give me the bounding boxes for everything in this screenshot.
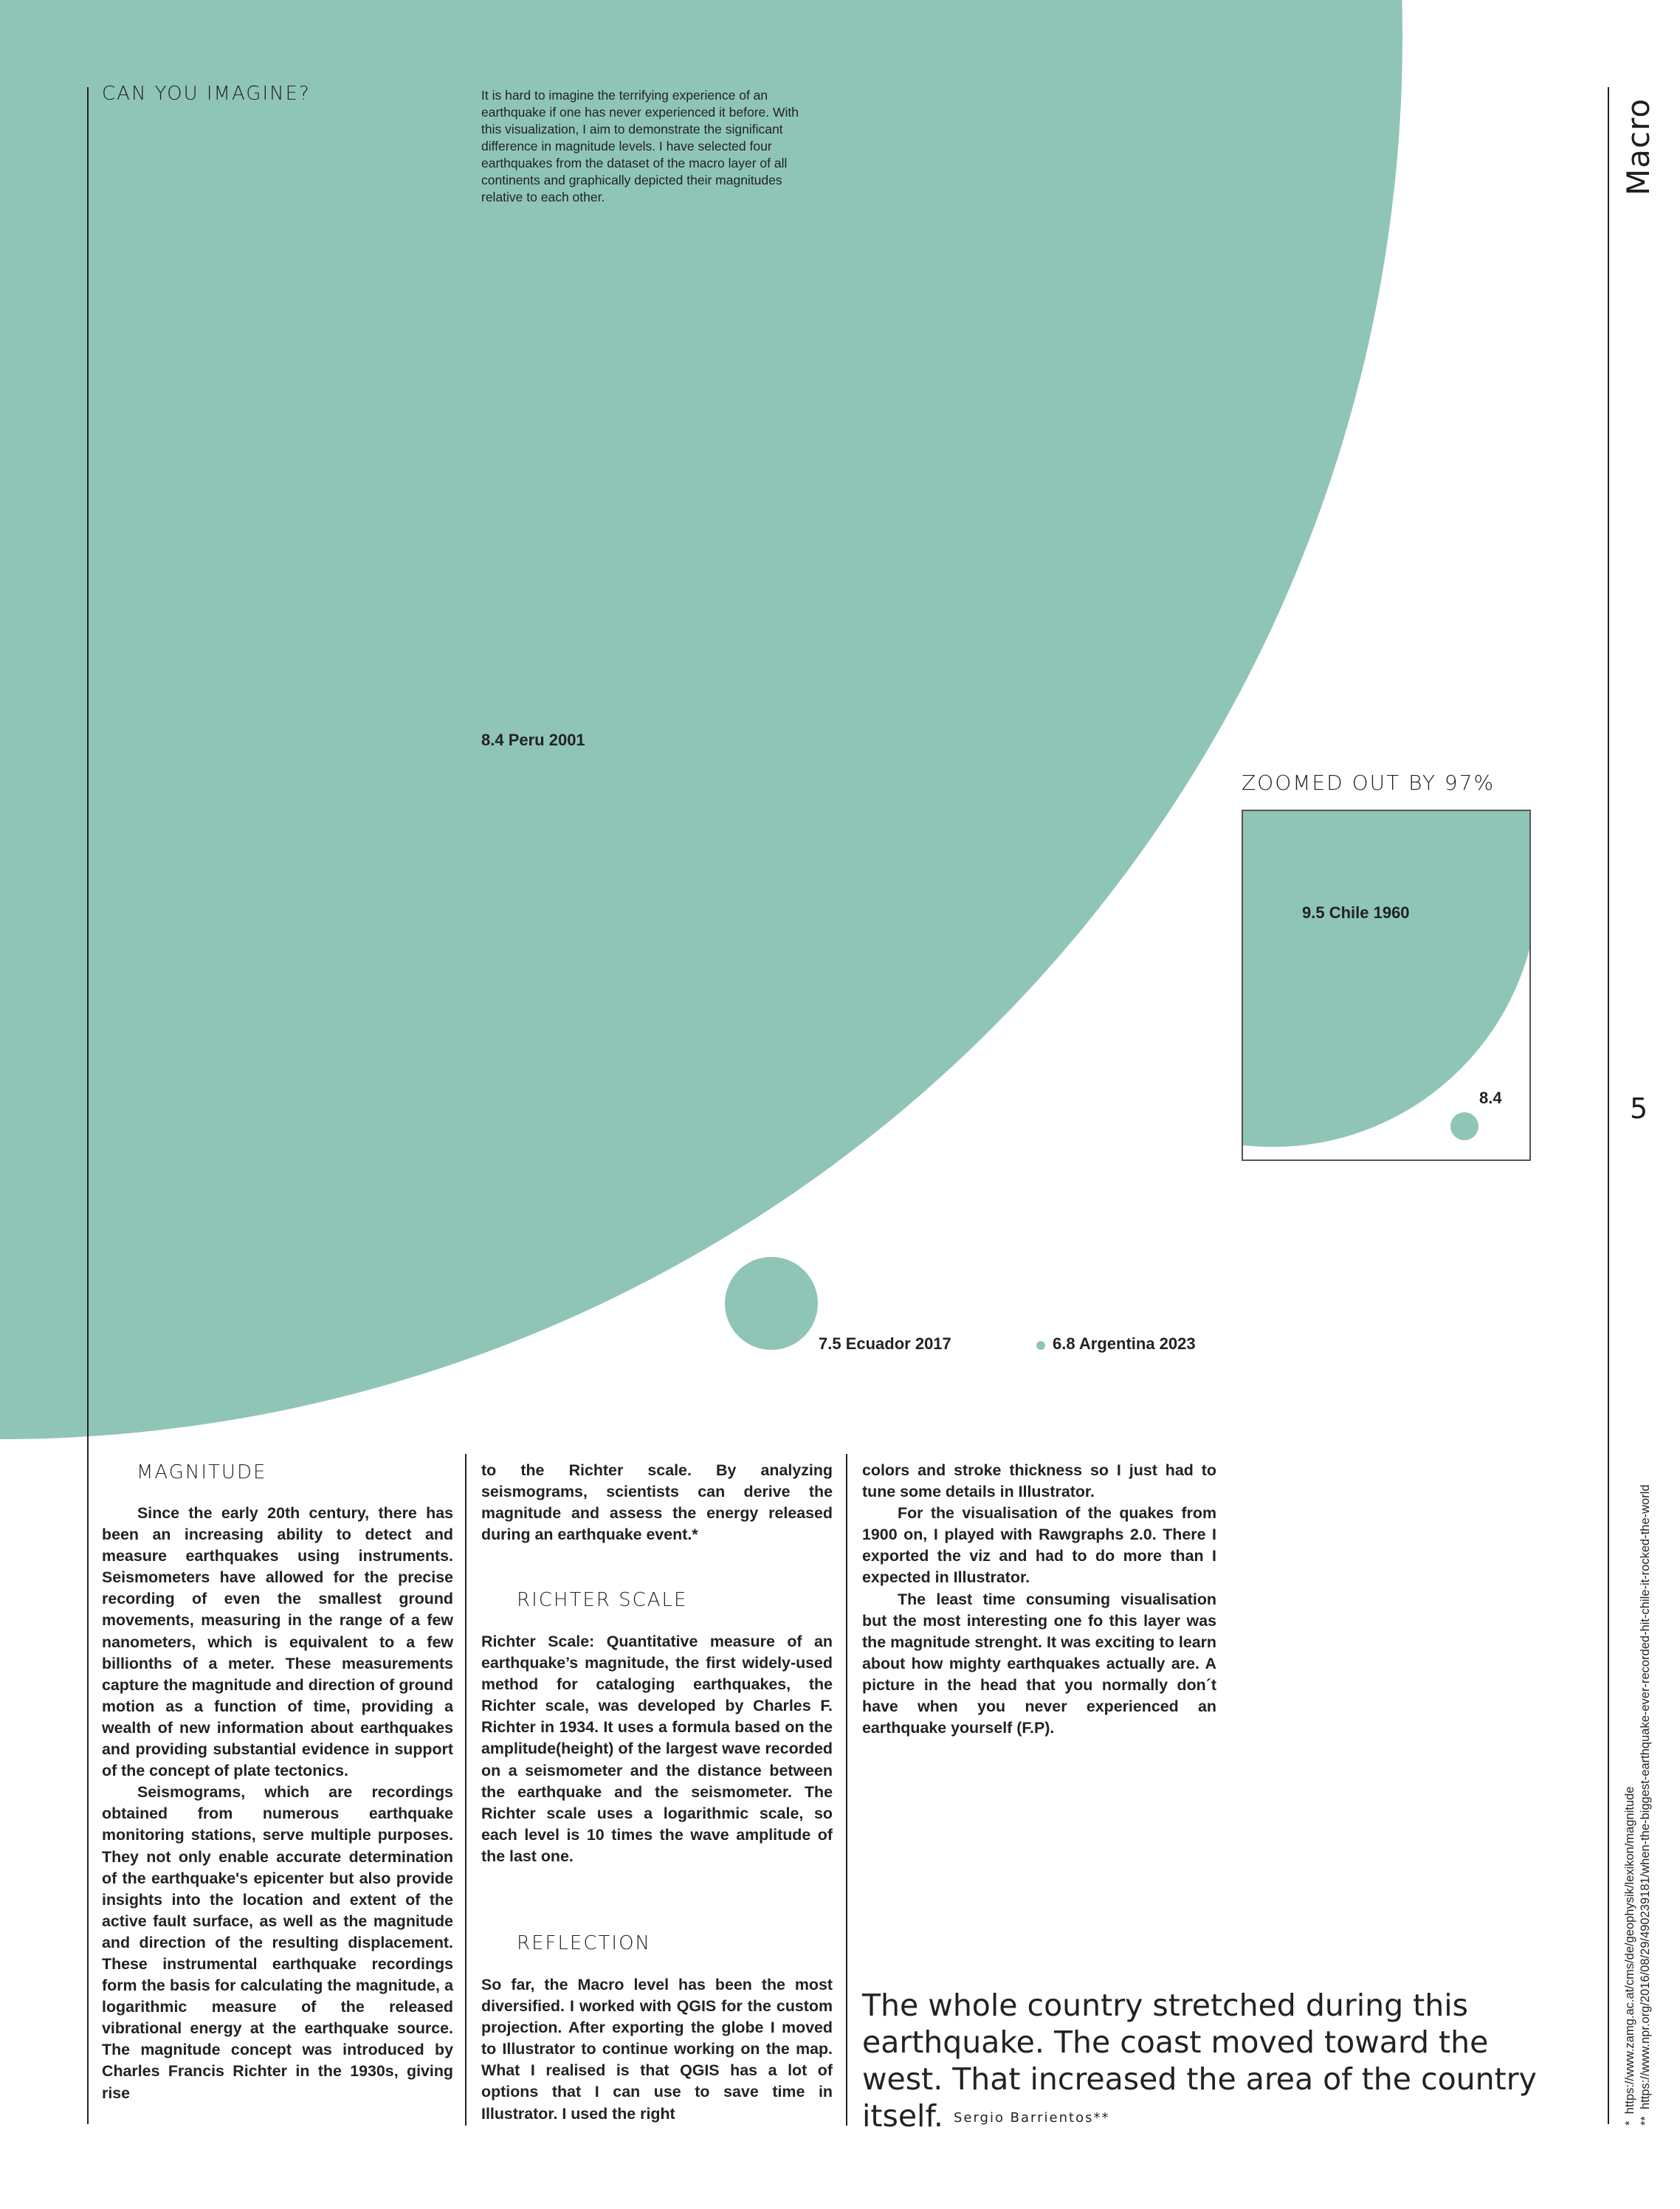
footnote-link-2[interactable]: https://www.npr.org/2016/08/29/490239181/when-the-biggest-earthquake-ever-recorded-hit-chile-it-rocked-the-world — [1639, 1484, 1652, 2109]
richter-column — [481, 1631, 833, 1867]
zoom-inset — [1242, 810, 1531, 1161]
left-rule — [87, 87, 89, 2124]
richter-heading: RICHTER SCALE — [517, 1589, 688, 1611]
argentina-magnitude-circle — [1036, 1341, 1045, 1350]
intro-text: It is hard to imagine the terrifying experience of an earthquake if one has never experienced it before. With this visualization, I aim to demonstrate the significant difference in magnitude levels. I have selected four earthquakes from the dataset of the macro layer of all continents and graphically depicted their magnitudes relative to each other. — [481, 88, 799, 204]
column-divider-1 — [465, 1454, 467, 2126]
footnote-marker-1: * — [1623, 2120, 1636, 2126]
argentina-label: 6.8 Argentina 2023 — [1053, 1334, 1196, 1353]
richter-intro-paragraph: to the Richter scale. By analyzing seismograms, scientists can derive the magnitude and assess the energy released during an earthquake event.* — [481, 1461, 833, 1544]
reflection-column — [481, 1974, 833, 2125]
reflection-heading: REFLECTION — [517, 1932, 651, 1954]
quote-text: The whole country stretched during this earthquake. The coast moved toward the west. That increased the area of the country itself. — [862, 1988, 1537, 2134]
ecuador-magnitude-circle — [725, 1257, 818, 1350]
footnote-link-1[interactable]: https://www.zamg.ac.at/cms/de/geophysik/lexikon/magnitude — [1623, 1786, 1636, 2115]
footnote-marker-2: ** — [1639, 2116, 1652, 2126]
column-divider-2 — [846, 1454, 847, 2126]
page-title: CAN YOU IMAGINE? — [102, 83, 311, 105]
reflection-paragraph-4: The least time consuming visualisation but the most interesting one fo this layer was the magnitude strenght. It was exciting to learn about how mighty earthquakes actually are. A picture in the head that you normally don´t have when you never experienced an earthquake yourself (F.P). — [862, 1590, 1216, 1737]
reflection-paragraph-3: For the visualisation of the quakes from 1900 on, I played with Rawgraphs 2.0. There I exported the viz and had to do more than I expected in Illustrator. — [862, 1504, 1216, 1587]
peru-label: 8.4 Peru 2001 — [481, 731, 585, 749]
reflection-paragraph: So far, the Macro level has been the most diversified. I worked with QGIS for the custom projection. After exporting the globe I moved to Illustrator to continue working on the map. What I realised is that QGIS has a lot of options that I can use to save time in Illustrator. I used the right — [481, 1976, 833, 2123]
zoom-title: ZOOMED OUT BY 97% — [1242, 771, 1495, 795]
column-2-continued — [481, 1460, 833, 1545]
magnitude-paragraph-2: Seismograms, which are recordings obtained from numerous earthquake monitoring stations, serve multiple purposes. They not only enable accurate determination of the earthquake's epicenter but also provide insights into the location and extent of the active fault surface, as well as the magnitude and direction of the resulting displacement. These instrumental earthquake recordings form the basis for calculating the magnitude, a logarithmic measure of the released vibrational energy at the earthquake source. The magnitude concept was introduced by Charles Francis Richter in the 1930s, giving rise — [102, 1783, 453, 2102]
ecuador-label: 7.5 Ecuador 2017 — [819, 1334, 951, 1353]
pull-quote — [862, 1987, 1578, 2137]
magnitude-paragraph-1: Since the early 20th century, there has been an increasing ability to detect and measure earthquakes using instruments. Seismometers have allowed for the precise recording of even the smallest ground movements, measuring in the range of a few nanometers, which is equivalent to a few billionths of a meter. These measurements capture the magnitude and direction of ground motion as a function of time, providing a wealth of new information about earthquakes and providing substantial evidence in support of the concept of plate tectonics. — [102, 1504, 453, 1780]
right-rule — [1608, 87, 1609, 2124]
quote-author: Sergio Barrientos** — [953, 2110, 1110, 2126]
magnitude-heading: MAGNITUDE — [137, 1461, 267, 1483]
reflection-paragraph-2: colors and stroke thickness so I just had to tune some details in Illustrator. — [862, 1461, 1216, 1501]
page-number: 5 — [1630, 1092, 1648, 1125]
magnitude-column — [102, 1503, 453, 2104]
section-label: Macro — [1620, 97, 1656, 196]
chile-label: 9.5 Chile 1960 — [1302, 903, 1410, 922]
footnotes — [1622, 1484, 1653, 2126]
peru-small-label: 8.4 — [1479, 1089, 1502, 1107]
richter-paragraph: Richter Scale: Quantitative measure of an earthquake’s magnitude, the first widely-used method for cataloging earthquakes, the Richter scale, was developed by Charles F. Richter in 1934. It uses a formula based on the amplitude(height) of the largest wave recorded on a seismometer and the distance between the earthquake and the seismometer. The Richter scale uses a logarithmic scale, so each level is 10 times the wave amplitude of the last one. — [481, 1633, 833, 1865]
column-3 — [862, 1460, 1216, 1739]
peru-small-circle — [1450, 1112, 1478, 1140]
